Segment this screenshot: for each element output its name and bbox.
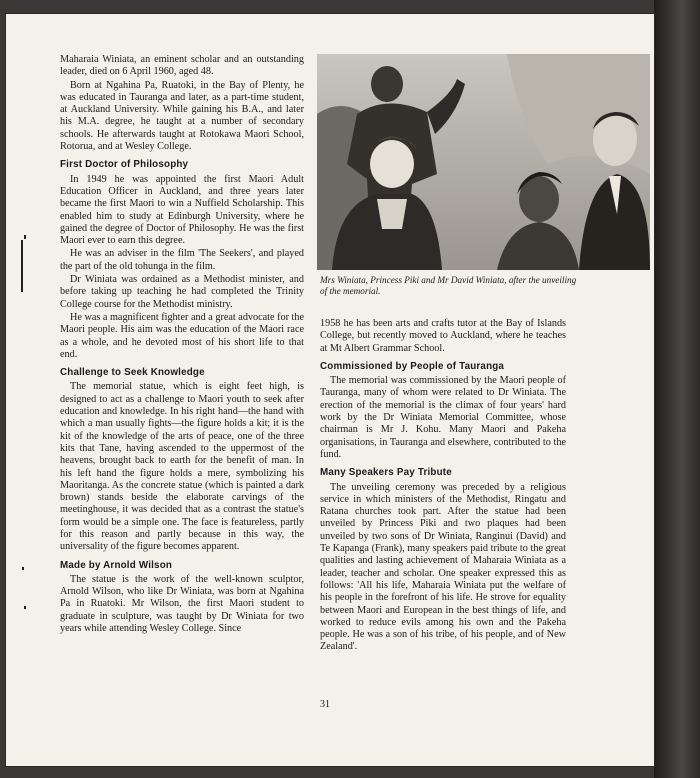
memorial-photo <box>317 54 650 270</box>
section-heading: Challenge to Seek Knowledge <box>60 367 205 379</box>
paragraph: Born at Ngahina Pa, Ruatoki, in the Bay of Plenty, he was educated in Tauranga and later, as a part-time student, at Auckland University. While gaining his B.A., and later his M.A. degree, he taught at a number of secondary schools. He afterwards taught at Rotokawa Maori School, Rotorua, and at Wesley College. <box>60 79 304 153</box>
paragraph: The memorial statue, which is eight feet high, is designed to act as a challenge to Maori youth to seek after education and knowledge. In his right hand—the hand with which a man usually fights—the figure holds a kit; it is the kit of the knowledge of the arts of peace, one of the three kits that Tane, having ascended to the uppermost of the heavens, brought back to earth for the benefit of man. In his left hand the figure holds a mere, symbolizing his Maoritanga. As the concrete statue (which is painted a dark brown) stands beside the elaborate carvings of the meetinghouse, it was decided that as a contrast the statue's form would be a simple one. The face is featureless, partly for this reason and partly because in this way, the universality of the figure becomes apparent. <box>60 381 304 553</box>
photo-illustration <box>317 54 650 270</box>
margin-mark <box>24 606 26 609</box>
paragraph: Dr Winiata was ordained as a Methodist minister, and before taking up teaching he had completed the Trinity College course for the Methodist ministry. <box>60 274 304 310</box>
paragraph: He was a magnificent fighter and a great advocate for the Maori people. His aim was the education of the Maori race as a whole, and he devoted most of his short life to that end. <box>60 311 304 360</box>
section-heading: Commissioned by People of Tauranga <box>320 360 505 372</box>
paragraph: Maharaia Winiata, an eminent scholar and an outstanding leader, died on 6 April 1960, aged 48. <box>60 54 304 78</box>
margin-mark <box>24 235 26 239</box>
paragraph: The statue is the work of the well-known sculptor, Arnold Wilson, who like Dr Winiata, was born at Ngahina Pa in Ruatoki. Mr Wilson, the first Maori student to graduate in sculpture, was taught by Dr Winiata for two years while attending Wesley College. Since <box>60 573 304 635</box>
paragraph: He was an adviser in the film 'The Seekers', and played the part of the old tohunga in the film. <box>60 248 304 272</box>
photo-caption: Mrs Winiata, Princess Piki and Mr David Winiata, after the unveiling of the memorial. <box>320 275 577 296</box>
paragraph: The memorial was commissioned by the Maori people of Tauranga, many of whom were related to Dr Winiata. The erection of the memorial is the climax of four years' hard work by the Dr Winiata Memorial Committee, whose chairman is Mr J. Kohu. Many Maori and Pakeha organisations, in Tauranga and elsewhere, contributed to the fund. <box>320 375 566 460</box>
margin-mark <box>21 240 23 292</box>
section-heading: Made by Arnold Wilson <box>60 559 173 571</box>
right-column <box>320 318 566 655</box>
paragraph: In 1949 he was appointed the first Maori Adult Education Officer in Auckland, and three years later became the first Maori to win a Nuffield Scholarship. This enabled him to study at Edinburgh University, where he gained the degree of Doctor of Philosophy. He was the first Maori ever to earn this degree. <box>60 173 304 247</box>
margin-mark <box>22 567 24 570</box>
section-heading: Many Speakers Pay Tribute <box>320 467 452 479</box>
page-number: 31 <box>320 699 330 710</box>
paragraph: 1958 he has been arts and crafts tutor at the Bay of Islands College, but recently moved to Auckland, where he teaches at Mt Albert Grammar School. <box>320 318 566 354</box>
scan-edge <box>654 0 700 778</box>
paragraph: The unveiling ceremony was preceded by a religious service in which ministers of the Methodist, Ringatu and Ratana churches took part. After the statue had been unveiled by Princess Piki and two plaques had been unveiled by two sons of Dr Winiata, Ranginui (David) and Te Kapanga (Frank), many speakers paid tribute to the great qualities and lasting achievement of Maharaia Winiata as a leader, teacher and scholar. One speaker expressed this as follows: 'All his life, Maharaia Winiata put the welfare of his people in the forefront of his life. He strove for equality between Maori and European in the best things of life, and worked to reduce evils among his own and the Pakeha people. He was a son of his tribe, of his people, and of New Zealand'. <box>320 481 566 653</box>
section-heading: First Doctor of Philosophy <box>60 159 189 171</box>
left-column <box>60 54 304 636</box>
